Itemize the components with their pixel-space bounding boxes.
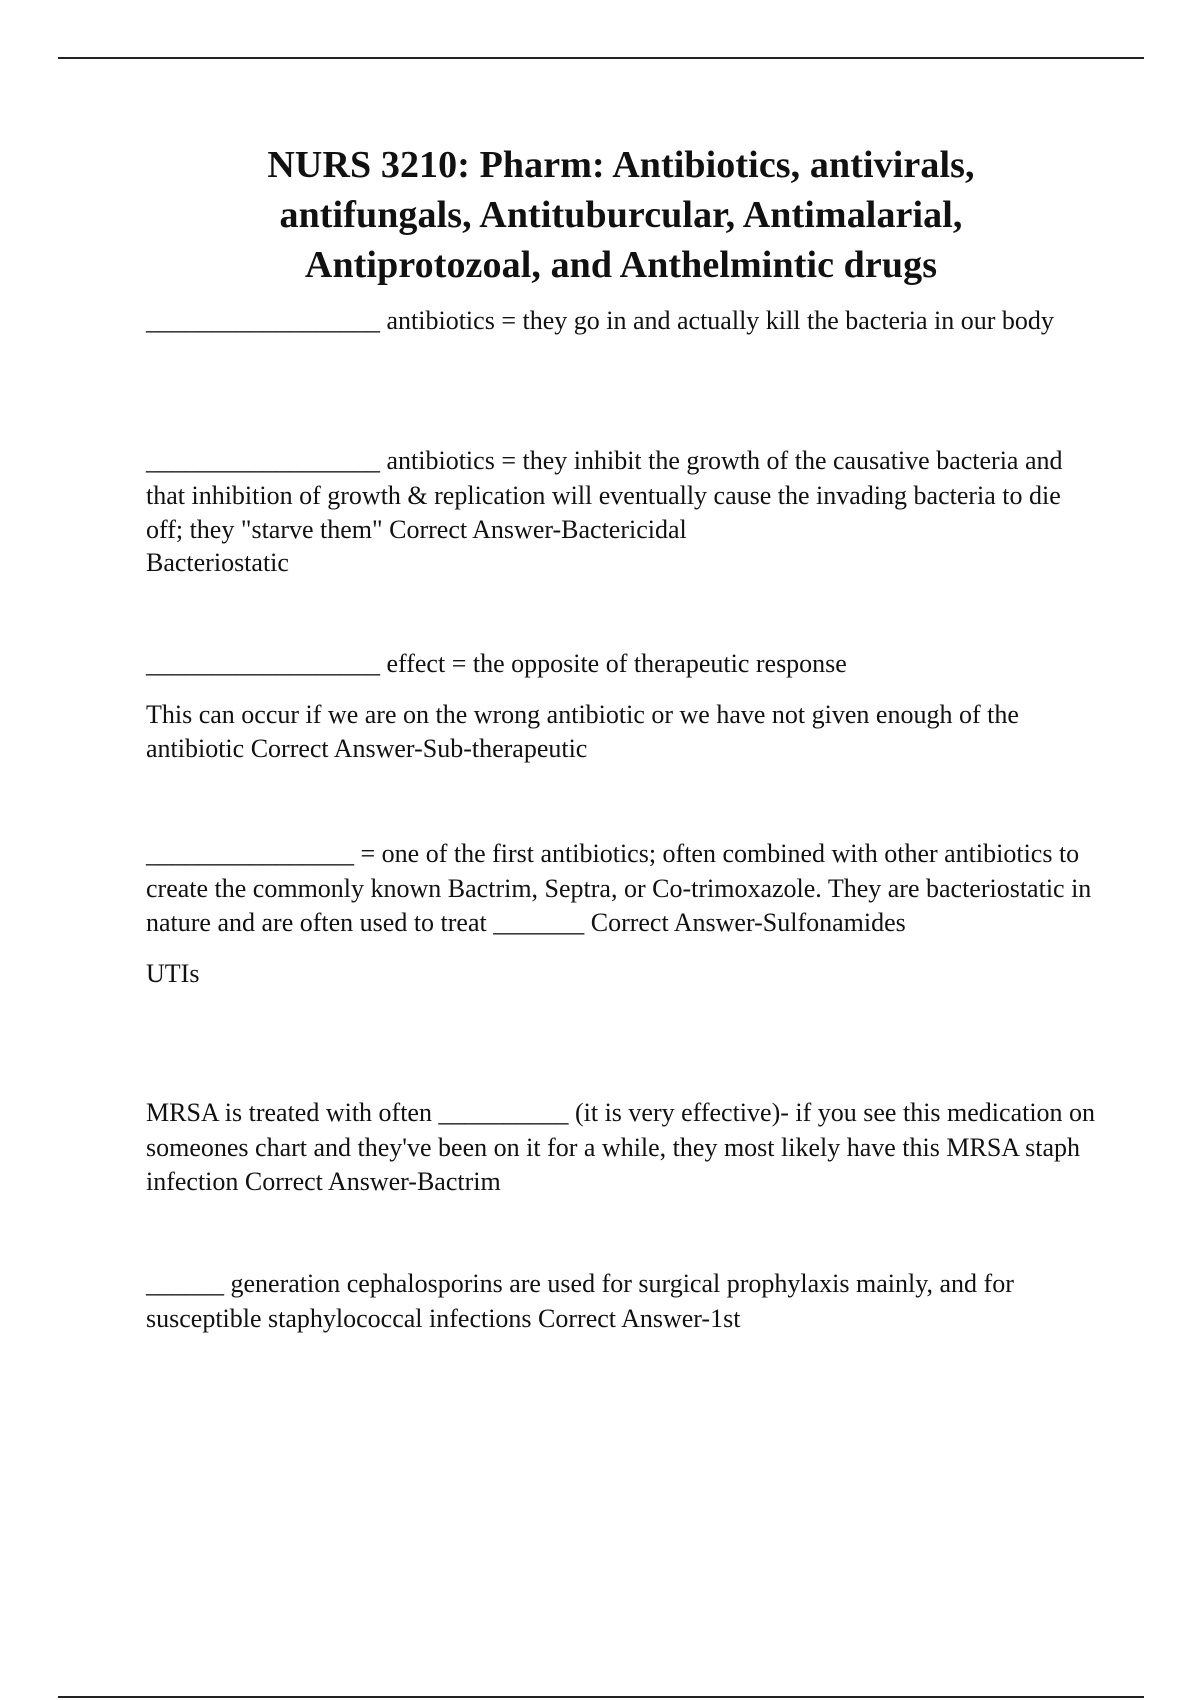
question-text: __________________ antibiotics = they go in and actually kill the bacteria in our body xyxy=(146,306,1054,335)
qa-block-6 xyxy=(146,1096,1096,1267)
qa-block-5 xyxy=(146,837,1096,1096)
question-text: __________________ effect = the opposite of therapeutic response xyxy=(146,649,847,678)
bottom-rule xyxy=(58,1696,1144,1698)
question-answer-text: __________________ antibiotics = they inhibit the growth of the causative bacteria and that inhibition of growth & replication will eventually cause the invading bacteria to die off; they "starve them" Correct Answer-Bactericidal xyxy=(146,446,1063,544)
top-rule xyxy=(58,57,1144,59)
document-body xyxy=(146,140,1096,1336)
qa-block-3 xyxy=(146,546,1096,647)
qa-block-4 xyxy=(146,647,1096,837)
title-line-3: Antiprotozoal, and Anthelmintic drugs xyxy=(304,244,938,286)
title-line-2: antifungals, Antituburcular, Antimalarial, xyxy=(279,194,963,236)
answer-text: Bacteriostatic xyxy=(146,548,289,577)
question-answer-text: ______ generation cephalosporins are used for surgical prophylaxis mainly, and for susceptible staphylococcal infections Correct Answer-1st xyxy=(146,1269,1014,1333)
title-line-1: NURS 3210: Pharm: Antibiotics, antivirals, xyxy=(267,144,975,186)
document-title xyxy=(146,140,1096,290)
question-answer-text: MRSA is treated with often __________ (it is very effective)- if you see this medication on someones chart and they've been on it for a while, they most likely have this MRSA staph infection Correct Answer-Bactrim xyxy=(146,1098,1096,1196)
question-answer-text: This can occur if we are on the wrong antibiotic or we have not given enough of the antibiotic Correct Answer-Sub-therapeutic xyxy=(146,699,1019,763)
qa-block-7 xyxy=(146,1267,1096,1336)
qa-block-2 xyxy=(146,444,1096,546)
answer-text: UTIs xyxy=(146,958,200,988)
question-answer-text: ________________ = one of the first antibiotics; often combined with other antibiotics to create the commonly known Bactrim, Septra, or Co-trimoxazole. They are bacteriostatic in nature and are often used to treat _______ Correct Answer-Sulfonamides xyxy=(146,839,1092,937)
qa-block-1 xyxy=(146,304,1096,444)
